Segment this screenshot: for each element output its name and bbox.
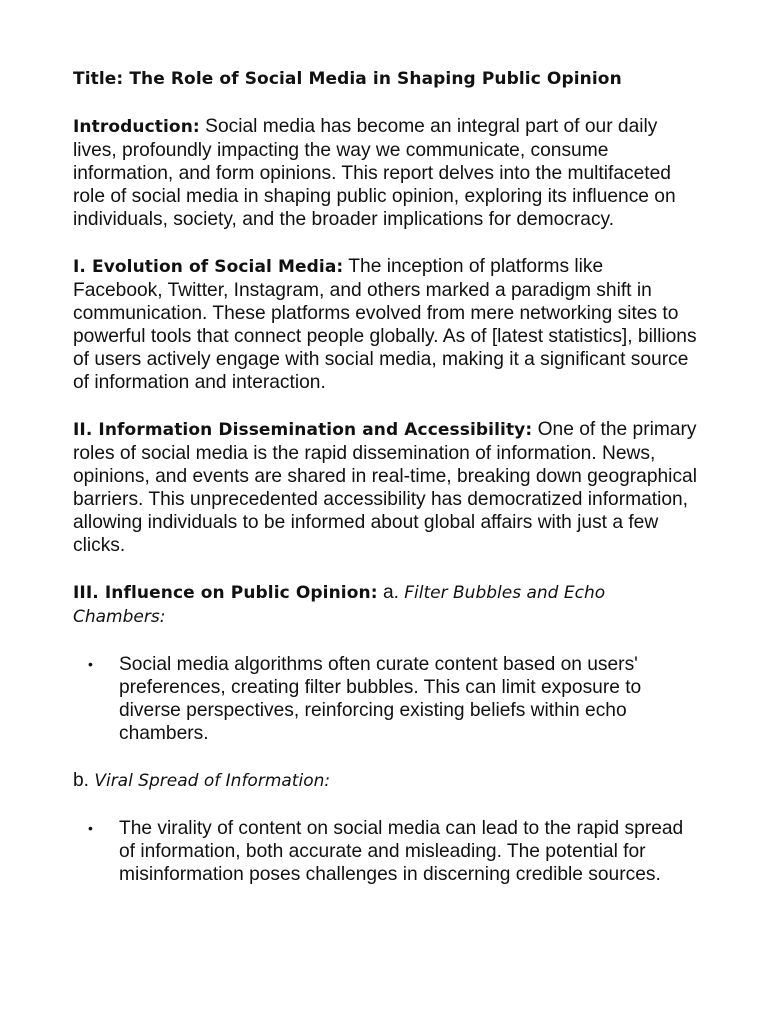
bullet-icon: • [88,820,93,836]
list-item [73,653,698,745]
subsection-a-marker: a. [377,582,405,603]
subsection-b-list [73,817,698,886]
subsection-b-title: Viral Spread of Information: [94,771,331,791]
section-1-paragraph [73,255,698,394]
subsection-a-title: Filter Bubbles and Echo Chambers: [73,583,606,627]
bullet-icon: • [88,656,93,672]
section-2-heading: II. Information Dissemination and Accessibility: [73,420,533,440]
section-3-heading: III. Influence on Public Opinion: [73,583,378,603]
document-title: Title: The Role of Social Media in Shaping Public Opinion [73,69,622,89]
subsection-a-list [73,653,698,745]
intro-paragraph [73,115,698,231]
subsection-b-marker: b. [73,770,95,791]
section-2-text: One of the primary roles of social media is the rapid dissemination of information. News, opinions, and events are shared in real-time, breaking down geographical barriers. This unprecedented accessibility has democratized information, allowing individuals to be informed about global affairs with just a few clicks. [73,419,697,556]
intro-text: Social media has become an integral part of our daily lives, profoundly impacting the way we communicate, consume information, and form opinions. This report delves into the multifaceted role of social media in shaping public opinion, exploring its influence on individuals, society, and the broader implications for democracy. [73,116,676,230]
section-3-paragraph [73,581,698,629]
section-1-heading: I. Evolution of Social Media: [73,257,344,277]
section-1-text: The inception of platforms like Facebook, Twitter, Instagram, and others marked a paradigm shift in communication. These platforms evolved from mere networking sites to powerful tools that connect people globally. As of [latest statistics], billions of users actively engage with social media, making it a significant source of information and interaction. [73,256,697,393]
intro-heading: Introduction: [73,117,200,137]
subsection-a-bullet-text: Social media algorithms often curate content based on users' preferences, creating filter bubbles. This can limit exposure to diverse perspectives, reinforcing existing beliefs within echo chambers. [119,654,642,744]
section-2-paragraph [73,418,698,557]
subsection-b-heading [73,769,698,793]
subsection-b-bullet-text: The virality of content on social media can lead to the rapid spread of information, both accurate and misleading. The potential for misinformation poses challenges in discerning credible sources. [119,818,684,885]
list-item [73,817,698,886]
document-page [73,68,698,910]
